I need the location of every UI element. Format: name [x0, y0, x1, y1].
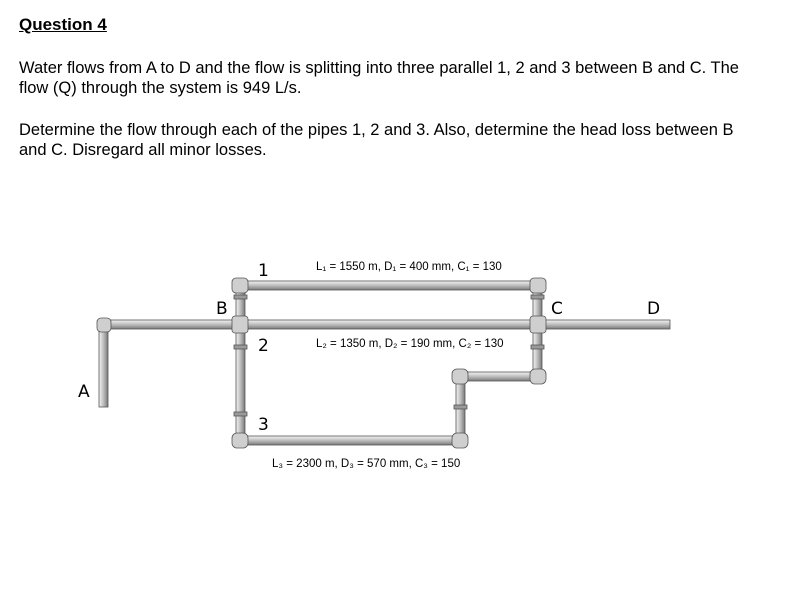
pipe-3-number: 3 [258, 415, 269, 435]
point-b-label: B [216, 299, 228, 319]
junction-c-tee [530, 316, 546, 333]
pipe-1-left-elbow [232, 278, 248, 293]
pipe-1-spec: L₁ = 1550 m, D₁ = 400 mm, C₁ = 130 [316, 261, 502, 273]
pipe-2-spec: L₂ = 1350 m, D₂ = 190 mm, C₂ = 130 [316, 338, 504, 350]
pipe-1-number: 1 [258, 261, 269, 281]
junction-b-tee [232, 316, 248, 333]
flange [531, 295, 544, 299]
flange [234, 412, 247, 416]
task-statement: Determine the flow through each of the pipes 1, 2 and 3. Also, determine the head loss between B and C. Disregard all minor losses. [19, 121, 734, 159]
flange [454, 405, 467, 409]
flange [531, 345, 544, 349]
point-c-label: C [551, 299, 563, 319]
flange [234, 345, 247, 349]
pipe-3-bottom-run [240, 436, 462, 445]
point-a-label: A [78, 382, 90, 402]
pipe-network [97, 278, 670, 448]
pipe-1-right-elbow [530, 278, 546, 293]
outlet-pipe [538, 320, 670, 329]
point-d-label: D [647, 299, 661, 319]
inlet-riser-pipe [99, 325, 108, 407]
pipe-1 [240, 281, 538, 290]
inlet-elbow [97, 318, 111, 332]
pipe-3-upper-run [460, 372, 540, 381]
pipe-3-left-drop [236, 326, 245, 443]
flange [234, 295, 247, 299]
question-heading: Question 4 [19, 15, 107, 34]
main-inlet-pipe [100, 320, 240, 329]
pipe-2-number: 2 [258, 336, 269, 356]
pipe-3-top-right-elbow [530, 369, 546, 384]
problem-statement: Water flows from A to D and the flow is splitting into three parallel 1, 2 and 3 between B and C. The flow (Q) through the system is 949 L/s. [19, 59, 739, 97]
pipe-3-mid-elbow [452, 369, 468, 384]
pipe-3-bottom-right-elbow [452, 433, 468, 448]
pipe-3-bottom-left-elbow [232, 433, 248, 448]
pipe-3-spec: L₃ = 2300 m, D₃ = 570 mm, C₃ = 150 [272, 458, 461, 470]
pipe-2 [240, 320, 538, 329]
